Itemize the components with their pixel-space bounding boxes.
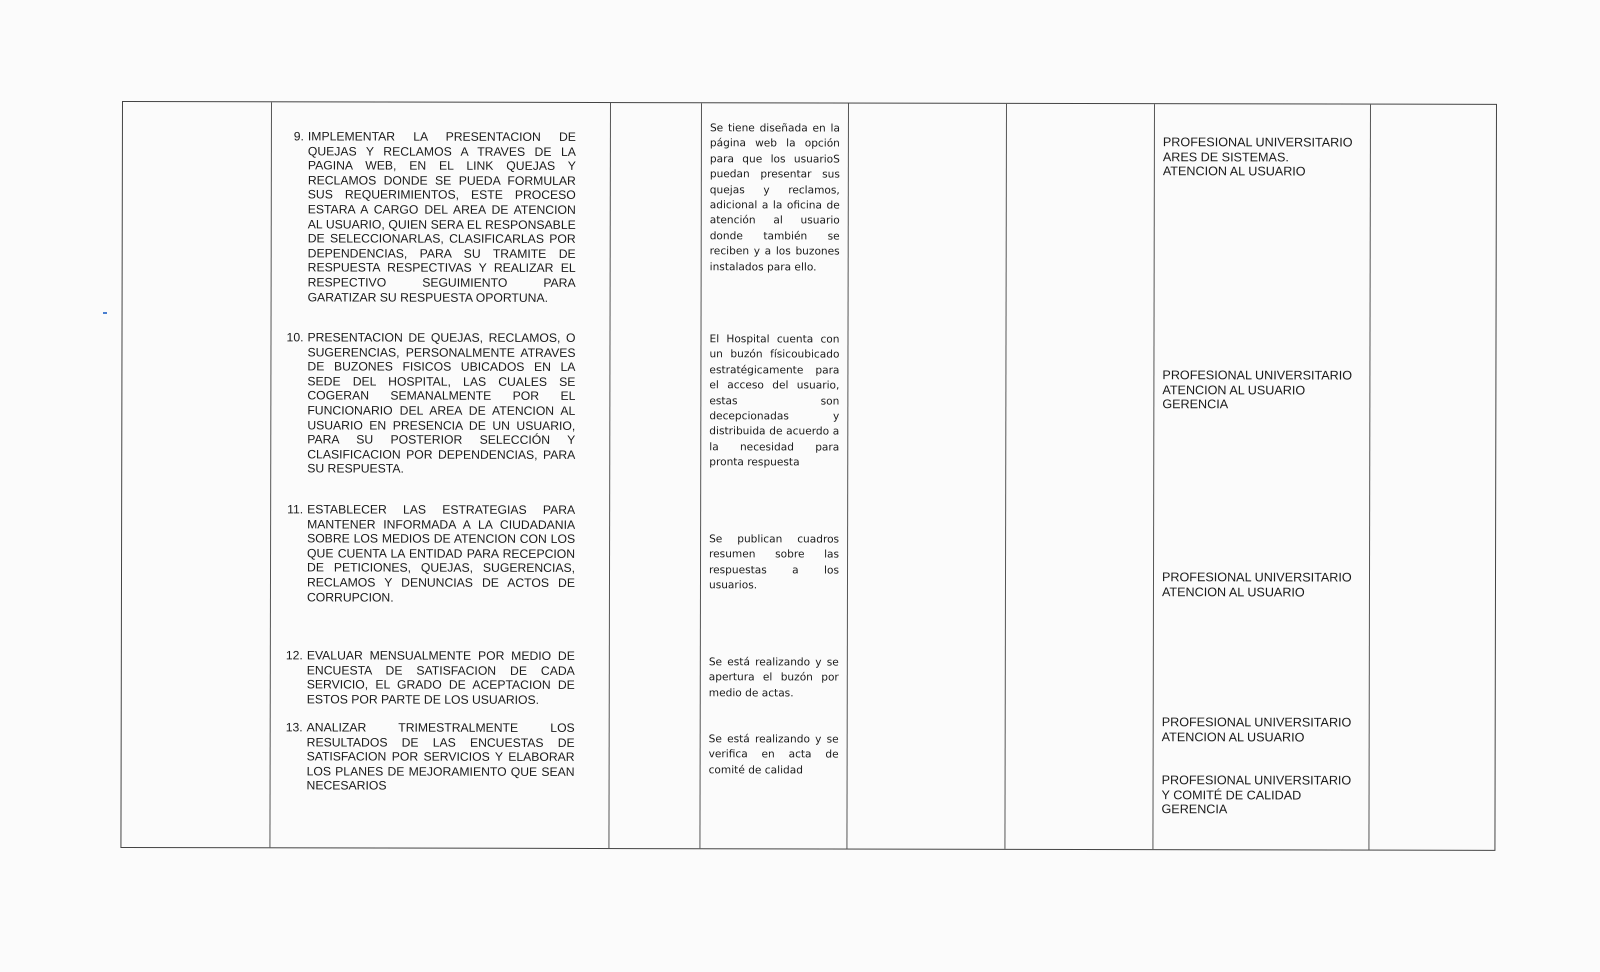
activity-number: 9. (293, 129, 304, 144)
activity-text: EVALUAR MENSUALMENTE POR MEDIO DE ENCUESTA DE SATISFACION DE CADA SERVICIO, EL GRADO DE ACEPTACION DE ESTOS POR PARTE DE LOS USUARIOS. (306, 648, 575, 707)
activity-number: 12. (285, 648, 303, 663)
activity-text: ESTABLECER LAS ESTRATEGIAS PARA MANTENER INFORMADA A LA CIUDADANIA SOBRE LOS MEDIOS DE ATENCION CON LOS QUE CUENTA LA ENTIDAD PARA RECEPCION DE PETICIONES, QUEJAS, SUGERENCIAS, RECLAMOS Y DENUNCIAS DE ACTOS DE CORRUPCION. (306, 502, 576, 605)
activity-item (285, 720, 575, 794)
table-column-3 (609, 103, 702, 848)
scan-mark (103, 312, 107, 314)
activity-text: ANALIZAR TRIMESTRALMENTE LOS RESULTADOS DE LAS ENCUESTAS DE SATISFACION POR SERVICIOS Y ELABORAR LOS PLANES DE MEJORAMIENTO QUE SEAN NECESARIOS (306, 720, 575, 793)
observations-column (700, 103, 849, 848)
observation-text: Se publican cuadros resumen sobre las respuestas a los usuarios. (708, 533, 840, 592)
responsible-text: PROFESIONAL UNIVERSITARIO ATENCION AL USUARIO (1161, 715, 1352, 745)
responsible-column (1153, 104, 1371, 849)
observation-text: Se tiene diseñada en la página web la opción para que los usuarioS puedan presentar sus quejas y reclamos, adicional a la oficina de atención al usuario donde también se reciben y a los buzones instalados para ello. (709, 122, 840, 274)
responsible-text: PROFESIONAL UNIVERSITARIO ARES DE SISTEMAS. ATENCION AL USUARIO (1162, 135, 1353, 179)
activity-text: PRESENTACION DE QUEJAS, RECLAMOS, O SUGERENCIAS, PERSONALMENTE ATRAVES DE BUZONES FISICOS UBICADOS EN LA SEDE DEL HOSPITAL, LAS CUALES SE COGERAN SEMANALMENTE POR EL FUNCIONARIO DEL AREA DE ATENCION AL USUARIO EN PRESENCIA DE UN USUARIO, PARA SU POSTERIOR SELECCIÓN Y CLASIFICACION POR DEPENDENCIAS, PARA SU RESPUESTA. (307, 330, 576, 476)
activity-text: IMPLEMENTAR LA PRESENTACION DE QUEJAS Y RECLAMOS A TRAVES DE LA PAGINA WEB, EN EL LINK QUEJAS Y RECLAMOS DONDE SE PUEDA FORMULAR SUS REQUERIMIENTOS, ESTE PROCESO ESTARA A CARGO DEL AREA DE ATENCION AL USUARIO, QUIEN SERA EL RESPONSABLE DE SELECCIONARLAS, CLASIFICARLAS POR DEPENDENCIAS, PARA SU TRAMITE DE RESPUESTA RESPECTIVAS Y REALIZAR EL RESPECTIVO SEGUIMIENTO PARA GARATIZAR SU RESPUESTA OPORTUNA. (307, 129, 576, 305)
activity-number: 13. (285, 720, 303, 735)
activity-item (287, 502, 576, 605)
activity-item (286, 330, 576, 476)
activity-number: 11. (287, 502, 304, 517)
activity-item (293, 129, 576, 305)
responsible-text: PROFESIONAL UNIVERSITARIO ATENCION AL USUARIO GERENCIA (1162, 368, 1353, 412)
observation-text: El Hospital cuenta con un buzón físicoubicado estratégicamente para el acceso del usuario, estas son decepcionadas y distribuida de acuerdo a la necesidad para pronta respuesta (709, 333, 840, 469)
table-column-6 (1005, 104, 1155, 849)
table-column-5 (847, 104, 1007, 849)
activities-column (270, 102, 611, 848)
activity-item (285, 648, 575, 707)
action-plan-table (120, 101, 1497, 851)
responsible-text: PROFESIONAL UNIVERSITARIO Y COMITÉ DE CALIDAD GERENCIA (1161, 773, 1352, 817)
observation-text: Se está realizando y se apertura el buzón por medio de actas. (708, 656, 839, 700)
responsible-text: PROFESIONAL UNIVERSITARIO ATENCION AL USUARIO (1161, 570, 1352, 600)
observation-text: Se está realizando y se verifica en acta de comité de calidad (708, 733, 839, 777)
table-column-8 (1369, 105, 1498, 850)
activity-number: 10. (286, 330, 304, 345)
table-column-1 (121, 102, 272, 847)
